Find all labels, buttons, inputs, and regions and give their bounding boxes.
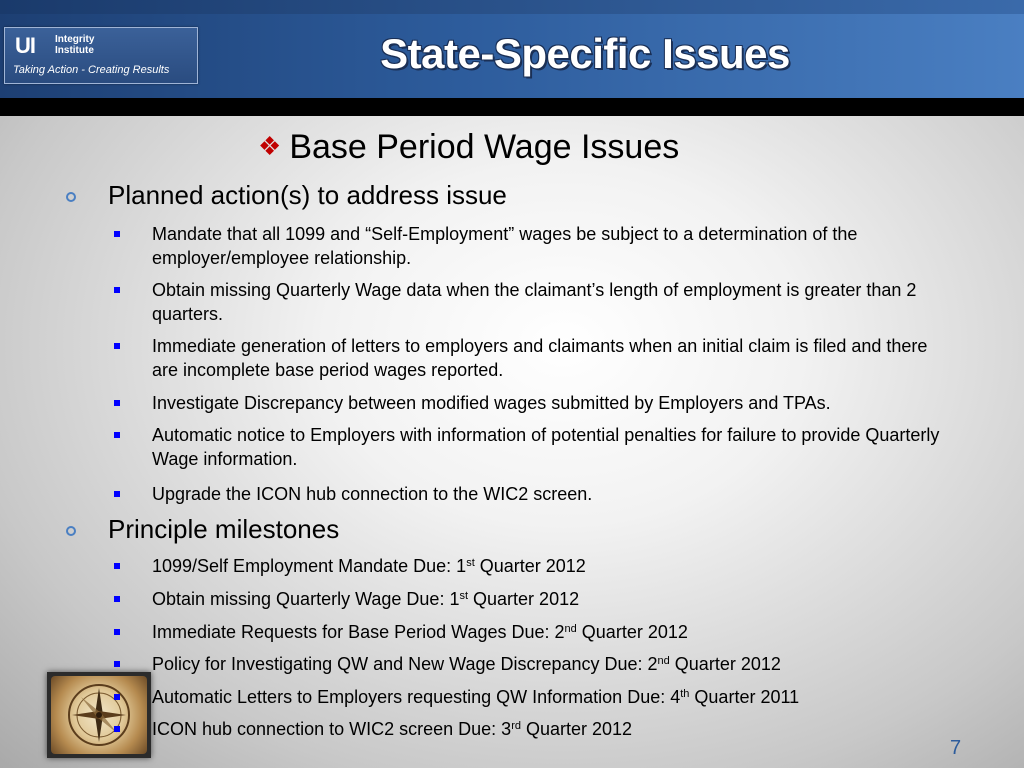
list-item-text: Immediate generation of letters to employers and claimants when an initial claim is filed and there are incomplete base period wages reported. bbox=[152, 336, 928, 380]
milestone-text bbox=[152, 587, 942, 611]
milestone-quarter: Quarter 2012 bbox=[468, 589, 580, 609]
logo-mark: UI bbox=[15, 33, 35, 58]
page-number: 7 bbox=[950, 737, 962, 759]
compass-face bbox=[51, 676, 147, 754]
milestone-text bbox=[152, 685, 942, 709]
milestone-label: Automatic Letters to Employers requesting QW Information Due: 4 bbox=[152, 687, 681, 707]
header-top-band bbox=[0, 0, 1024, 14]
logo-name-line1: Integrity bbox=[55, 34, 95, 45]
logo-name bbox=[55, 34, 94, 56]
logo-tagline: Taking Action - Creating Results bbox=[13, 64, 170, 76]
square-bullet-icon bbox=[114, 661, 120, 667]
compass-rose-icon bbox=[51, 676, 147, 754]
list-item-text: Automatic notice to Employers with information of potential penalties for failure to provide Quarterly Wage information. bbox=[152, 425, 940, 469]
ordinal-suffix: nd bbox=[564, 623, 577, 635]
header-divider bbox=[0, 98, 1024, 116]
milestone-label: 1099/Self Employment Mandate Due: 1 bbox=[152, 556, 467, 576]
milestone-label: Policy for Investigating QW and New Wage Discrepancy Due: 2 bbox=[152, 654, 658, 674]
milestone-label: Immediate Requests for Base Period Wages Due: 2 bbox=[152, 622, 565, 642]
section-label: Planned action(s) to address issue bbox=[108, 180, 507, 210]
integrity-institute-logo bbox=[4, 27, 198, 84]
milestone-label: Obtain missing Quarterly Wage Due: 1 bbox=[152, 589, 460, 609]
square-bullet-icon bbox=[114, 231, 120, 237]
milestone-label: ICON hub connection to WIC2 screen Due: 3 bbox=[152, 719, 512, 739]
compass-image bbox=[47, 672, 151, 758]
square-bullet-icon bbox=[114, 432, 120, 438]
subheading-text: Base Period Wage Issues bbox=[289, 128, 680, 166]
section-label: Principle milestones bbox=[108, 514, 340, 544]
ring-bullet-icon bbox=[66, 526, 76, 536]
ordinal-suffix: rd bbox=[511, 720, 521, 732]
square-bullet-icon bbox=[114, 596, 120, 602]
milestone-quarter: Quarter 2012 bbox=[474, 556, 586, 576]
logo-name-line2: Institute bbox=[55, 45, 94, 56]
milestone-text bbox=[152, 652, 942, 676]
ordinal-suffix: nd bbox=[657, 655, 670, 667]
milestone-quarter: Quarter 2012 bbox=[669, 654, 781, 674]
ordinal-suffix: th bbox=[680, 688, 690, 700]
diamond-bullet-icon: ❖ bbox=[258, 131, 282, 161]
slide-header bbox=[0, 0, 1024, 98]
square-bullet-icon bbox=[114, 343, 120, 349]
milestone-quarter: Quarter 2011 bbox=[689, 687, 800, 707]
ordinal-suffix: st bbox=[459, 590, 469, 602]
milestone-text bbox=[152, 554, 942, 578]
list-item-text: Upgrade the ICON hub connection to the WIC2 screen. bbox=[152, 484, 593, 504]
milestone-quarter: Quarter 2012 bbox=[576, 622, 688, 642]
milestone-text bbox=[152, 717, 942, 741]
milestone-quarter: Quarter 2012 bbox=[520, 719, 633, 739]
square-bullet-icon bbox=[114, 287, 120, 293]
square-bullet-icon bbox=[114, 694, 120, 700]
ring-bullet-icon bbox=[66, 192, 76, 202]
square-bullet-icon bbox=[114, 400, 120, 406]
list-item-text: Investigate Discrepancy between modified wages submitted by Employers and TPAs. bbox=[152, 393, 831, 413]
square-bullet-icon bbox=[114, 629, 120, 635]
slide-title: State-Specific Issues bbox=[380, 30, 790, 77]
square-bullet-icon bbox=[114, 491, 120, 497]
list-item-text: Mandate that all 1099 and “Self-Employment” wages be subject to a determination of the employer/employee relationship. bbox=[152, 224, 858, 268]
ordinal-suffix: st bbox=[466, 557, 475, 569]
slide-subheading bbox=[258, 128, 679, 167]
square-bullet-icon bbox=[114, 726, 120, 732]
milestone-text bbox=[152, 620, 942, 644]
square-bullet-icon bbox=[114, 563, 120, 569]
list-item-text: Obtain missing Quarterly Wage data when the claimant’s length of employment is greater than 2 quarters. bbox=[152, 280, 917, 324]
